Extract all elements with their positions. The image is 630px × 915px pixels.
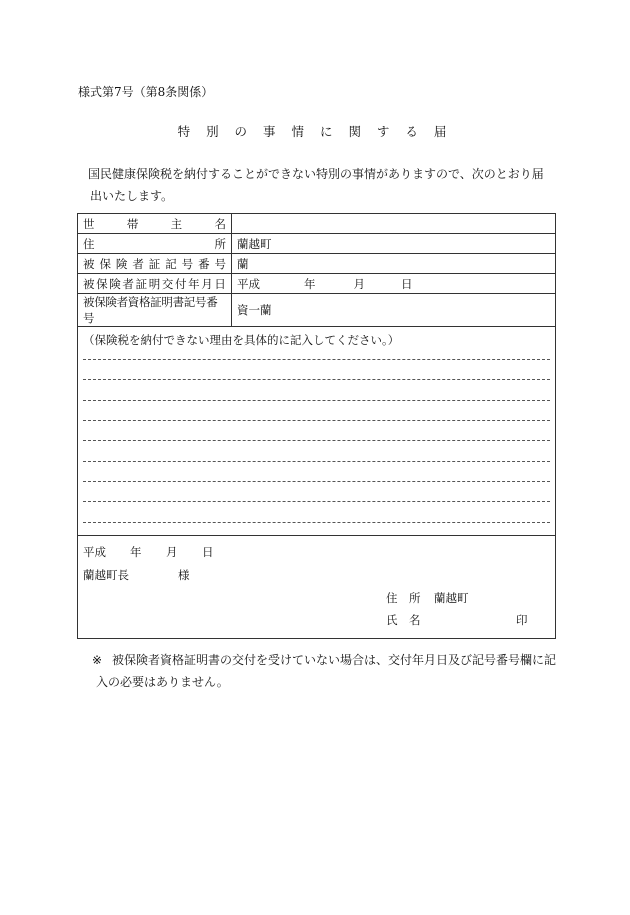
note-line-1: 被保険者資格証明書の交付を受けていない場合は、交付年月日及び記号番号欄に記: [112, 653, 557, 667]
reason-line[interactable]: [83, 522, 550, 523]
document-title: 特 別 の 事 情 に 関 す る 届: [177, 124, 453, 139]
reason-line[interactable]: [83, 440, 550, 441]
reason-heading: （保険税を納付できない理由を具体的に記入してください。）: [83, 333, 400, 347]
table-row: [78, 214, 556, 234]
seal-mark: 印: [516, 613, 528, 627]
reason-line[interactable]: [83, 420, 550, 421]
issue-date-day: 日: [401, 276, 413, 291]
note-line-2: 入の必要はありません。: [96, 675, 229, 689]
reason-line[interactable]: [83, 400, 550, 401]
info-table: [77, 213, 556, 327]
label-qualification-cert-number: 被保険者資格証明書記号番号: [78, 294, 232, 327]
table-row: [78, 234, 556, 254]
household-head-field[interactable]: [232, 214, 556, 234]
name-label: 氏 名: [386, 613, 421, 627]
label-household-head: 世 帯 主 名: [78, 214, 232, 234]
reason-line[interactable]: [83, 461, 550, 462]
reason-line[interactable]: [83, 481, 550, 482]
intro-line-1: 国民健康保険税を納付することができない特別の事情がありますので、次のとおり届: [88, 167, 544, 181]
table-row: [78, 274, 556, 294]
issue-date-month: 月: [353, 276, 365, 291]
sign-date-era: 平成: [83, 545, 106, 559]
label-address: 住 所: [78, 234, 232, 254]
sign-date-year: 年: [130, 545, 142, 559]
reason-box[interactable]: [77, 320, 556, 536]
sign-date-day: 日: [202, 545, 214, 559]
table-row: [78, 254, 556, 274]
qualification-cert-number-field[interactable]: 資一蘭: [232, 294, 556, 327]
label-issue-date: 被 保 険 者 証 明 交 付 年 月 日: [78, 274, 232, 294]
address-value: 蘭越町: [434, 591, 469, 605]
address-label: 住 所: [386, 591, 421, 605]
issue-date-field[interactable]: [232, 274, 556, 294]
sign-date-month: 月: [166, 545, 178, 559]
issue-date-year: 年: [304, 276, 316, 291]
reason-line[interactable]: [83, 501, 550, 502]
reason-line[interactable]: [83, 359, 550, 360]
address-field[interactable]: 蘭越町: [232, 234, 556, 254]
signature-box: [77, 536, 556, 639]
note-mark: ※: [92, 653, 103, 667]
mayor-label: 蘭越町長: [83, 568, 129, 582]
issue-date-era: 平成: [237, 276, 260, 291]
sama-label: 様: [178, 568, 190, 582]
insurance-card-number-field[interactable]: 蘭: [232, 254, 556, 274]
form-code: 様式第7号（第8条関係）: [78, 85, 214, 99]
reason-line[interactable]: [83, 379, 550, 380]
intro-line-2: 出いたします。: [90, 189, 174, 203]
label-insurance-card-number: 被 保 険 者 証 記 号 番 号: [78, 254, 232, 274]
